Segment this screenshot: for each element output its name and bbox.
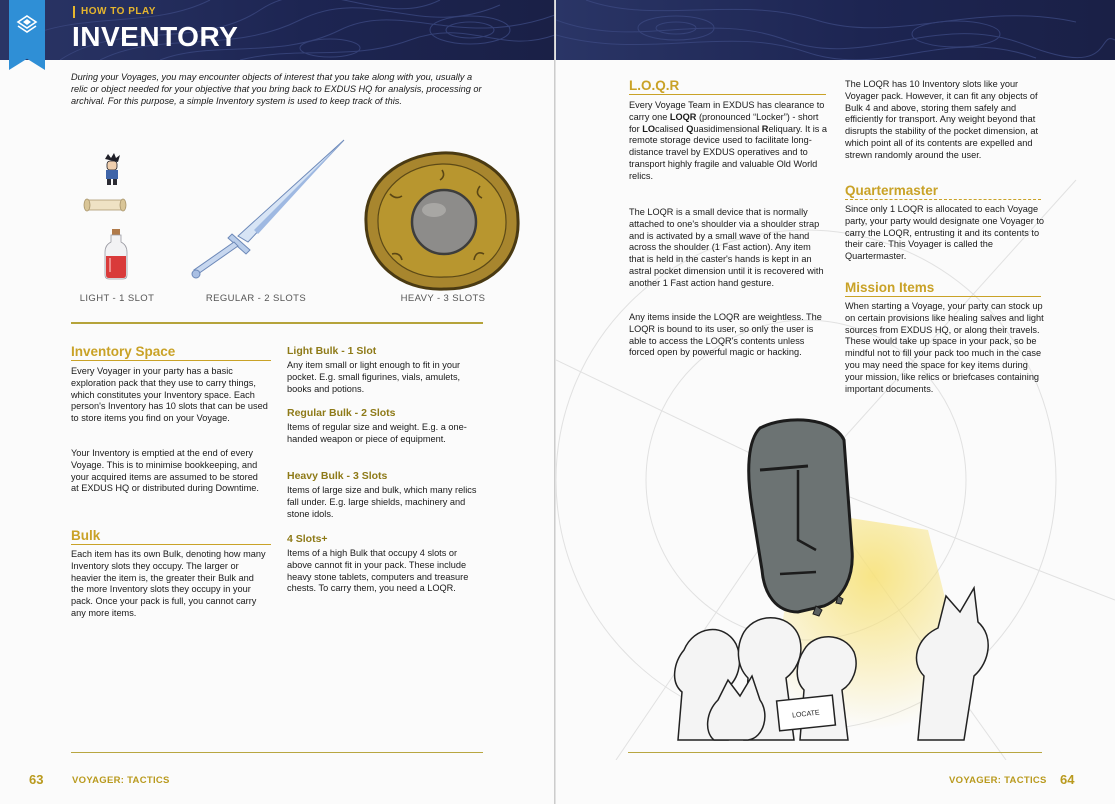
heavy-bulk-text: Items of large size and bulk, which many relics fall under. E.g. large shields, machinery and stone idols. (287, 485, 477, 519)
quartermaster-text: Since only 1 LOQR is allocated to each Voyage party, your party would designate one Voyager to carry the LOQR, entrusting it and its contents to their care. This Voyager is called the Quartermaster. (845, 204, 1045, 262)
caption-regular: REGULAR - 2 SLOTS (205, 293, 307, 304)
inventory-space-heading: Inventory Space (71, 344, 271, 361)
light-bulk-text: Any item small or light enough to fit in your pocket. E.g. small figurines, vials, amulets, books and potions. (287, 360, 461, 394)
page-title: INVENTORY (72, 21, 239, 52)
loqr-paragraph-2: The LOQR is a small device that is normally attached to one's shoulder via a shoulder strap and is activated by a small wave of the hand across the shoulder (1 Fast action). Any item that is held in the caster's hands is kept in an astral pocket dimension until it is recovered with another 1 Fast action hand gesture. (629, 207, 824, 288)
inventory-space-paragraph-1: Every Voyager in your party has a basic exploration pack that they use to carry things, which constitutes your Inventory space. Each person's Inventory has 10 slots that can be used to store items you find on your Voyage. (71, 366, 268, 424)
book-title-footer: VOYAGER: TACTICS (949, 775, 1047, 786)
regular-bulk-heading: Regular Bulk - 2 Slots (287, 407, 396, 419)
right-page (556, 0, 1115, 804)
chibi-figurine-icon (100, 153, 124, 187)
four-slots-text: Items of a high Bulk that occupy 4 slots or above cannot fit in your pack. These include heavy stone tablets, computers and treasure chests. To carry them, you need a LOQR. (287, 548, 469, 594)
moai-head (749, 420, 853, 612)
section-divider (71, 322, 483, 324)
page-number: 63 (29, 772, 44, 787)
four-slots-heading: 4 Slots+ (287, 533, 328, 545)
inventory-space-paragraph-2: Your Inventory is emptied at the end of every Voyage. This is to minimise bookkeeping, and your acquired items are assumed to be stored at EXDUS HQ or distributed during Downtime. (71, 448, 259, 494)
footer-divider (71, 752, 483, 753)
book-title-footer: VOYAGER: TACTICS (72, 775, 170, 786)
locate-sign-text: LOCATE (791, 709, 820, 720)
page-number: 64 (1060, 772, 1075, 787)
bulk-heading: Bulk (71, 528, 271, 545)
light-bulk-heading: Light Bulk - 1 Slot (287, 345, 377, 357)
caption-heavy: HEAVY - 3 SLOTS (400, 293, 486, 304)
mission-items-text: When starting a Voyage, your party can stock up on certain provisions like healing salves and light sources from EXDUS HQ, or along their travels. These would take up space in your pack, so be mindful not to fill your pack too much in the case you may need the space for key items during your mission, like relics or briefcases containing important documents. (845, 301, 1044, 394)
loqr-heading: L.O.Q.R (629, 78, 826, 95)
ice-sword-icon (188, 138, 348, 282)
layers-icon (16, 14, 38, 36)
page-header-banner (556, 0, 1115, 60)
left-page (0, 0, 555, 804)
scroll-icon (83, 196, 127, 214)
loqr-continued-paragraph: The LOQR has 10 Inventory slots like your Voyager pack. However, it can fit any objects of Bulk 4 and above, storing them safely and efficiently for transport. Any weight beyond that disrupts the stability of the pocket dimension, at which point all of its contents are expelled and strewn randomly around the user. (845, 79, 1039, 160)
round-shield-icon (362, 150, 522, 292)
bulk-paragraph: Each item has its own Bulk, denoting how many Inventory slots they occupy. The larger or heavier the item is, the greater their Bulk and the more Inventory slots they occupy in your pack. Once your pack is full, you cannot carry any more items. (71, 549, 266, 618)
footer-divider (628, 752, 1042, 753)
quartermaster-heading: Quartermaster (845, 183, 1041, 200)
section-kicker: HOW TO PLAY (73, 6, 156, 18)
mission-items-heading: Mission Items (845, 280, 1041, 297)
loqr-illustration (648, 400, 1068, 760)
regular-bulk-text: Items of regular size and weight. E.g. a one-handed weapon or piece of equipment. (287, 422, 467, 444)
topographic-pattern (556, 0, 1115, 60)
intro-paragraph: During your Voyages, you may encounter objects of interest that you take along with you, usually a relic or object needed for your objective that you bring back to EXDUS HQ for analysis, processing or archival. For this purpose, a simple Inventory system is used to keep track of this. (71, 72, 482, 106)
potion-vial-icon (103, 228, 129, 280)
page-header-banner (0, 0, 555, 60)
caption-light: LIGHT - 1 SLOT (79, 293, 155, 304)
loqr-paragraph-1: Every Voyage Team in EXDUS has clearance to carry one LOQR (pronounced “Locker”) - short for LOcalised Quasidimensional Reliquary. It is a remote storage device used to facilitate long-distance travel by EXDUS operatives and to transport highly fragile and valuable Old World relics. (629, 100, 827, 181)
loqr-paragraph-3: Any items inside the LOQR are weightless. The LOQR is bound to its user, so only the user is able to access the LOQR's contents unless forced open by powerful magic or hacking. (629, 312, 822, 358)
heavy-bulk-heading: Heavy Bulk - 3 Slots (287, 470, 388, 482)
